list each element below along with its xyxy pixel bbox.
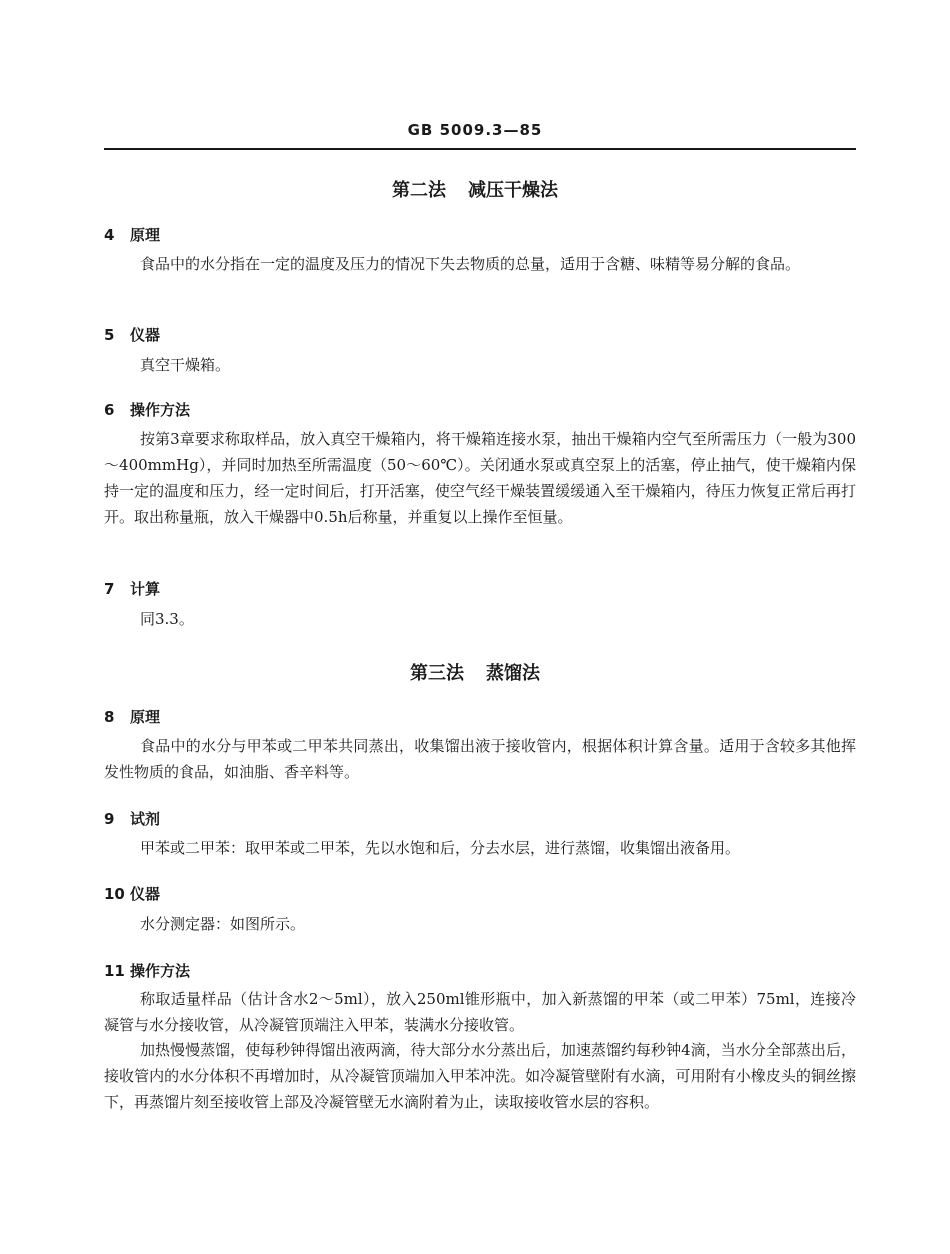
section-number: 6 <box>104 401 115 419</box>
section-10-body: 水分测定器：如图所示。 <box>140 915 306 933</box>
method-3-name: 蒸馏法 <box>486 663 540 684</box>
section-title: 仪器 <box>130 885 161 903</box>
section-5-heading <box>104 324 160 345</box>
section-6-heading <box>104 399 190 420</box>
section-title: 试剂 <box>130 810 161 828</box>
method-2-title <box>0 176 950 202</box>
section-number: 8 <box>104 708 115 726</box>
section-number: 5 <box>104 326 115 344</box>
section-8-heading <box>104 706 160 727</box>
section-9-body: 甲苯或二甲苯：取甲苯或二甲苯，先以水饱和后，分去水层，进行蒸馏，收集馏出液备用。 <box>140 839 741 857</box>
header-rule <box>104 148 856 150</box>
section-7-body: 同3.3。 <box>140 610 194 628</box>
section-11-heading <box>104 960 190 981</box>
section-8-body: 食品中的水分与甲苯或二甲苯共同蒸出，收集馏出液于接收管内，根据体积计算含量。适用于含较多其他挥发性物质的食品，如油脂、香辛料等。 <box>104 737 856 781</box>
section-title: 仪器 <box>130 326 161 344</box>
section-number: 11 <box>104 962 125 980</box>
section-4-body: 食品中的水分指在一定的温度及压力的情况下失去物质的总量，适用于含糖、味精等易分解的食品。 <box>140 255 801 273</box>
section-title: 原理 <box>130 226 161 244</box>
section-9-heading <box>104 808 160 829</box>
section-title: 原理 <box>130 708 161 726</box>
section-6-body: 按第3章要求称取样品，放入真空干燥箱内，将干燥箱连接水泵，抽出干燥箱内空气至所需压力（一般为300～400mmHg），并同时加热至所需温度（50～60℃）。关闭通水泵或真空泵上的活塞，停止抽气，使干燥箱内保持一定的温度和压力，经一定时间后，打开活塞，使空气经干燥装置缓缓通入至干燥箱内，待压力恢复正常后再打开。取出称量瓶，放入干燥器中0.5h后称量，并重复以上操作至恒量。 <box>104 430 856 526</box>
standard-code: GB 5009.3—85 <box>407 121 543 139</box>
section-5-body: 真空干燥箱。 <box>140 356 231 374</box>
section-title: 操作方法 <box>130 962 191 980</box>
method-3-number: 第三法 <box>410 663 464 684</box>
section-11-body: 称取适量样品（估计含水2～5ml），放入250ml锥形瓶中，加入新蒸馏的甲苯（或二甲苯）75ml，连接冷凝管与水分接收管，从冷凝管顶端注入甲苯，装满水分接收管。 <box>104 990 856 1034</box>
section-number: 10 <box>104 885 125 903</box>
method-2-number: 第二法 <box>392 180 446 201</box>
section-number: 4 <box>104 226 115 244</box>
method-2-name: 减压干燥法 <box>468 180 558 201</box>
section-number: 7 <box>104 580 115 598</box>
section-10-heading <box>104 883 160 904</box>
section-title: 操作方法 <box>130 401 191 419</box>
method-3-title <box>0 659 950 685</box>
section-7-heading <box>104 578 160 599</box>
section-4-heading <box>104 224 160 245</box>
section-11-body-2: 加热慢慢蒸馏，使每秒钟得馏出液两滴，待大部分水分蒸出后，加速蒸馏约每秒钟4滴，当水分全部蒸出后，接收管内的水分体积不再增加时，从冷凝管顶端加入甲苯冲洗。如冷凝管壁附有水滴，可用附有小橡皮头的铜丝擦下，再蒸馏片刻至接收管上部及冷凝管壁无水滴附着为止，读取接收管水层的容积。 <box>104 1041 856 1111</box>
section-title: 计算 <box>130 580 161 598</box>
section-number: 9 <box>104 810 115 828</box>
